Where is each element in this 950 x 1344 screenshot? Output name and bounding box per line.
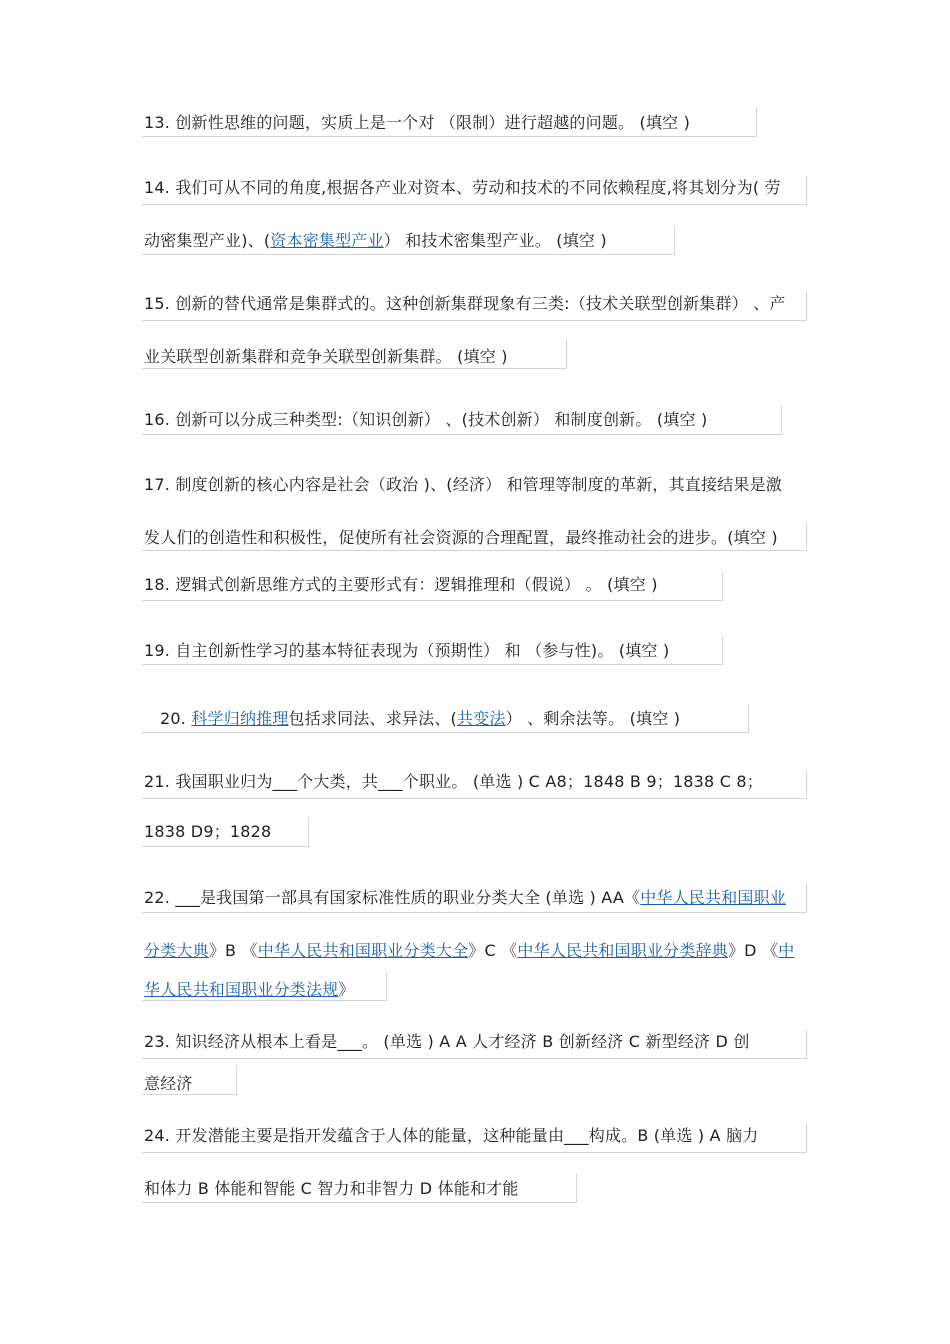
- question-17-line-1: [144, 474, 782, 496]
- question-text: 》: [338, 980, 355, 999]
- question-text: 创新性思维的问题，实质上是一个对 （限制）进行超越的问题。 (填空 ): [175, 113, 691, 132]
- question-text: 动密集型产业)、(: [144, 231, 271, 250]
- question-text: ） 、剩余法等。 (填空 ): [505, 709, 681, 728]
- question-24-line-2: [144, 1178, 519, 1200]
- question-text: 1838 D9；1828: [144, 822, 272, 841]
- question-17-line-2: [144, 527, 778, 549]
- question-13-line-1: [144, 112, 690, 134]
- question-19-line-1: [144, 640, 669, 662]
- question-text: ___是我国第一部具有国家标准性质的职业分类大全 (单选 ) AA《: [175, 888, 641, 907]
- question-text: 开发潜能主要是指开发蕴含于人体的能量，这种能量由___构成。B (单选 ) A 脑力: [175, 1126, 759, 1145]
- question-text: 》B 《: [208, 941, 258, 960]
- question-text: 知识经济从根本上看是___。 (单选 ) A A 人才经济 B 创新经济 C 新型经济 D 创: [175, 1032, 750, 1051]
- question-14-line-1: [144, 177, 781, 199]
- question-16-line-1: [144, 409, 707, 431]
- question-number: 18.: [144, 575, 171, 594]
- question-text: 我们可从不同的角度,根据各产业对资本、劳动和技术的不同依赖程度,将其划分为( 劳: [175, 178, 781, 197]
- question-15-line-1: [144, 293, 786, 315]
- question-number: 24.: [144, 1126, 171, 1145]
- question-text: 创新可以分成三种类型:（知识创新） 、(技术创新） 和制度创新。 (填空 ): [175, 410, 708, 429]
- question-text: 发人们的创造性和积极性，促使所有社会资源的合理配置，最终推动社会的进步。(填空 ): [144, 528, 778, 547]
- question-15-line-2: [144, 346, 508, 368]
- hyperlink[interactable]: 华人民共和国职业分类法规: [144, 980, 339, 999]
- question-number: 19.: [144, 641, 171, 660]
- question-text: 创新的替代通常是集群式的。这种创新集群现象有三类:（技术关联型创新集群） 、产: [175, 294, 786, 313]
- question-14-line-2: [144, 230, 607, 252]
- question-22-line-1: [144, 887, 786, 909]
- hyperlink[interactable]: 中: [778, 941, 795, 960]
- question-text: 和体力 B 体能和智能 C 智力和非智力 D 体能和才能: [144, 1179, 519, 1198]
- question-23-line-2: [144, 1073, 193, 1095]
- hyperlink[interactable]: 共变法: [457, 709, 506, 728]
- question-number: 22.: [144, 888, 171, 907]
- question-text: 业关联型创新集群和竞争关联型创新集群。 (填空 ): [144, 347, 508, 366]
- question-number: 14.: [144, 178, 171, 197]
- hyperlink[interactable]: 资本密集型产业: [270, 231, 384, 250]
- question-22-line-3: [144, 979, 355, 1001]
- question-text: 包括求同法、求异法、(: [288, 709, 457, 728]
- question-number: 15.: [144, 294, 171, 313]
- question-23-line-1: [144, 1031, 750, 1053]
- hyperlink[interactable]: 中华人民共和国职业: [640, 888, 787, 907]
- question-20-line-1: [160, 708, 680, 730]
- question-text: 制度创新的核心内容是社会（政治 )、(经济） 和管理等制度的革新，其直接结果是激: [175, 475, 783, 494]
- question-21-line-1: [144, 771, 763, 793]
- hyperlink[interactable]: 中华人民共和国职业分类辞典: [517, 941, 728, 960]
- question-text: 我国职业归为___个大类，共___个职业。 (单选 ) C A8；1848 B 9；1838 C 8；: [175, 772, 763, 791]
- question-21-line-2: [144, 821, 271, 843]
- hyperlink[interactable]: 中华人民共和国职业分类大全: [257, 941, 469, 960]
- question-number: 16.: [144, 410, 171, 429]
- question-22-line-2: [144, 940, 794, 962]
- question-number: 20.: [160, 709, 187, 728]
- question-text: ） 和技术密集型产业。 (填空 ): [383, 231, 607, 250]
- question-number: 13.: [144, 113, 171, 132]
- hyperlink[interactable]: 科学归纳推理: [191, 709, 289, 728]
- question-number: 21.: [144, 772, 171, 791]
- hyperlink[interactable]: 分类大典: [144, 941, 209, 960]
- question-text: 意经济: [144, 1074, 193, 1093]
- question-18-line-1: [144, 574, 658, 596]
- question-text: 》D 《: [727, 941, 779, 960]
- question-number: 23.: [144, 1032, 171, 1051]
- question-text: 逻辑式创新思维方式的主要形式有：逻辑推理和（假说） 。 (填空 ): [175, 575, 658, 594]
- question-number: 17.: [144, 475, 171, 494]
- question-text: 自主创新性学习的基本特征表现为（预期性） 和 （参与性)。 (填空 ): [175, 641, 670, 660]
- question-24-line-1: [144, 1125, 759, 1147]
- question-text: 》C 《: [468, 941, 518, 960]
